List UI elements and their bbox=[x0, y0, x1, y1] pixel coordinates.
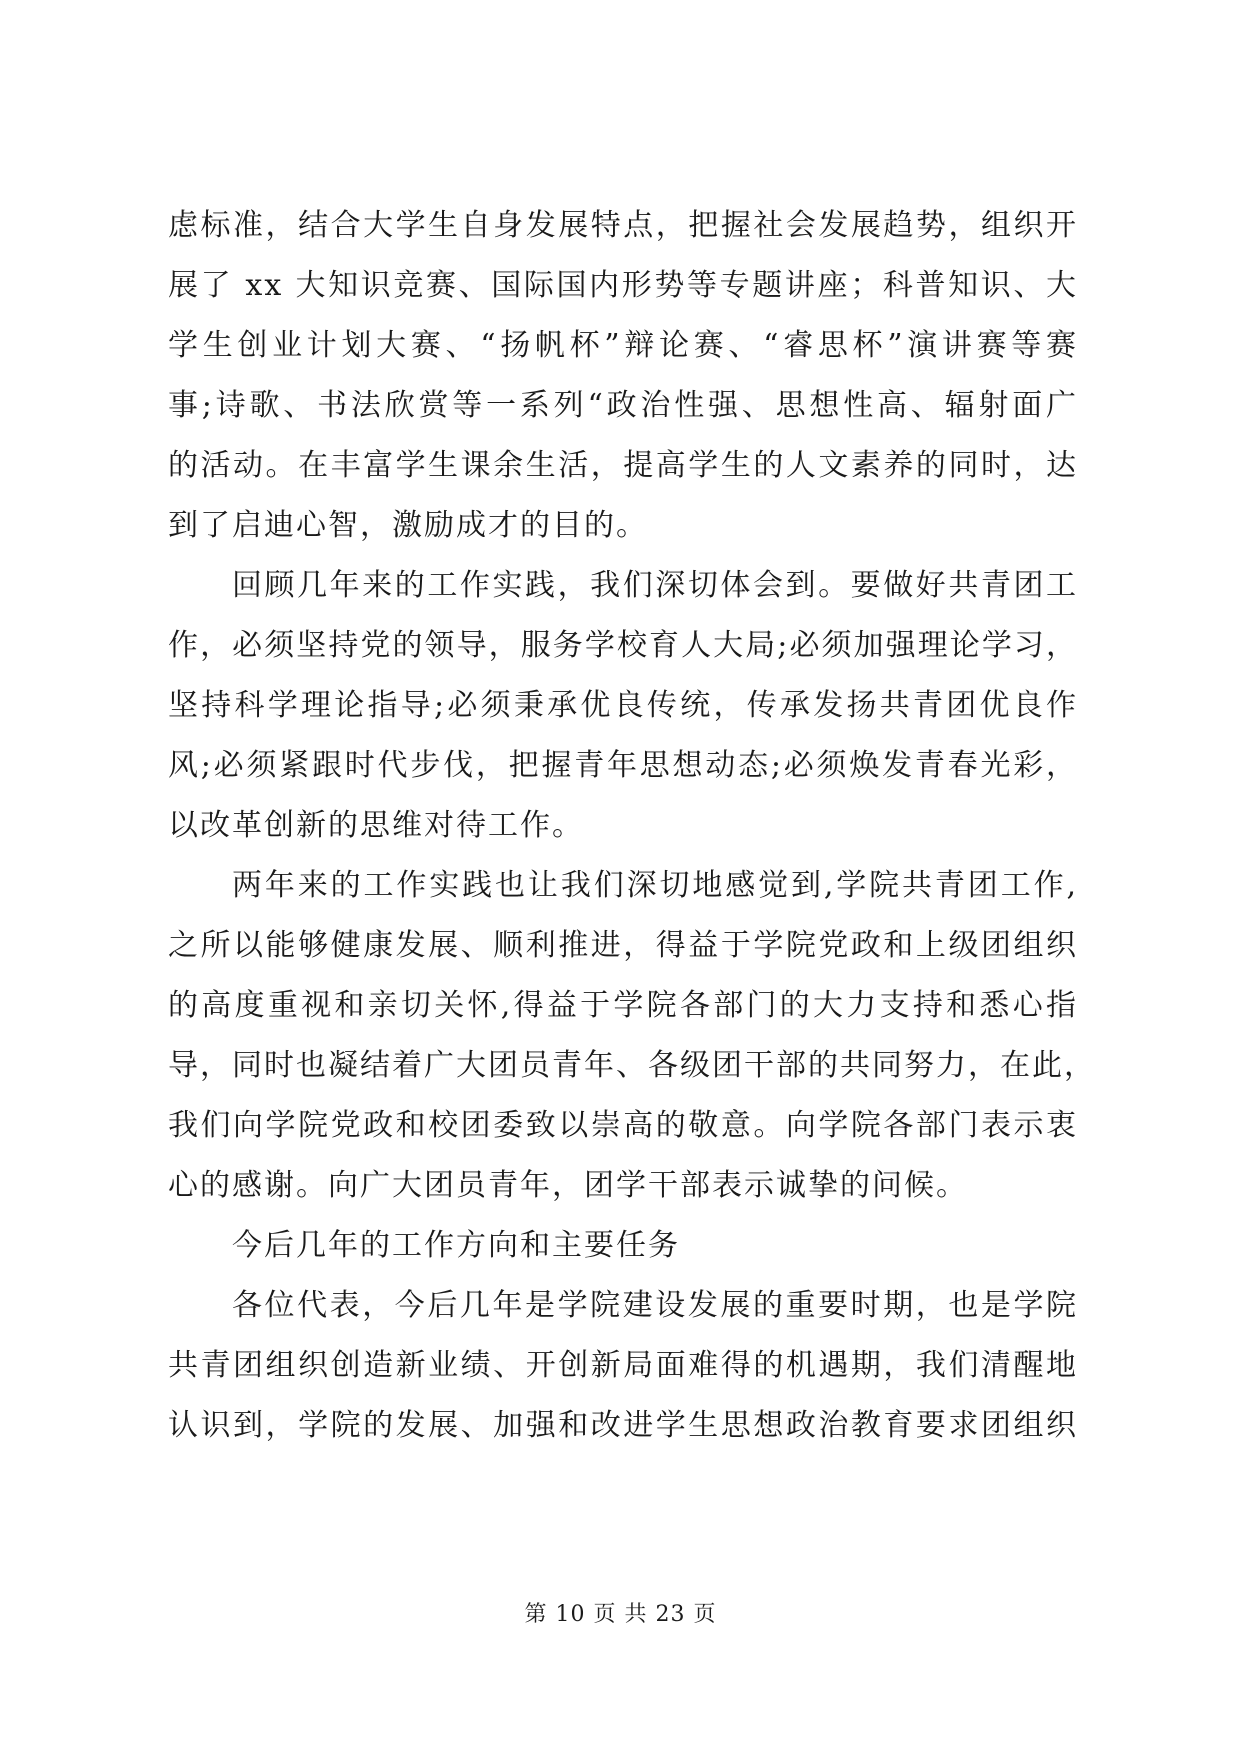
text-line: 导，同时也凝结着广大团员青年、各级团干部的共同努力，在此， bbox=[168, 1048, 1096, 1083]
text-line: 虑标准，结合大学生自身发展特点，把握社会发展趋势，组织开 bbox=[168, 208, 1078, 243]
text-line: 认识到，学院的发展、加强和改进学生思想政治教育要求团组织 bbox=[168, 1408, 1078, 1443]
text-line: 展了 xx 大知识竞赛、国际国内形势等专题讲座；科普知识、大 bbox=[168, 268, 1078, 303]
paragraph-first-line: 各位代表，今后几年是学院建设发展的重要时期，也是学院 bbox=[232, 1288, 1078, 1323]
text-line: 学生创业计划大赛、“扬帆杯”辩论赛、“睿思杯”演讲赛等赛 bbox=[168, 328, 1078, 363]
text-line: 坚持科学理论指导;必须秉承优良传统，传承发扬共青团优良作 bbox=[168, 688, 1078, 723]
text-line: 共青团组织创造新业绩、开创新局面难得的机遇期，我们清醒地 bbox=[168, 1348, 1078, 1383]
section-heading: 今后几年的工作方向和主要任务 bbox=[232, 1228, 680, 1263]
text-line: 作，必须坚持党的领导，服务学校育人大局;必须加强理论学习， bbox=[168, 628, 1078, 663]
text-line: 以改革创新的思维对待工作。 bbox=[168, 808, 584, 843]
paragraph-first-line: 回顾几年来的工作实践，我们深切体会到。要做好共青团工 bbox=[232, 568, 1078, 603]
page-number-footer: 第 10 页 共 23 页 bbox=[524, 1602, 717, 1627]
text-line: 之所以能够健康发展、顺利推进，得益于学院党政和上级团组织 bbox=[168, 928, 1078, 963]
text-line: 我们向学院党政和校团委致以崇高的敬意。向学院各部门表示衷 bbox=[168, 1108, 1078, 1143]
text-line: 心的感谢。向广大团员青年，团学干部表示诚挚的问候。 bbox=[168, 1168, 968, 1203]
text-line: 的活动。在丰富学生课余生活，提高学生的人文素养的同时，达 bbox=[168, 448, 1078, 483]
text-line: 到了启迪心智，激励成才的目的。 bbox=[168, 508, 648, 543]
paragraph-first-line: 两年来的工作实践也让我们深切地感觉到,学院共青团工作, bbox=[232, 868, 1078, 903]
text-line: 的高度重视和亲切关怀,得益于学院各部门的大力支持和悉心指 bbox=[168, 988, 1078, 1023]
text-line: 事;诗歌、书法欣赏等一系列“政治性强、思想性高、辐射面广 bbox=[168, 388, 1078, 423]
text-line: 风;必须紧跟时代步伐，把握青年思想动态;必须焕发青春光彩， bbox=[168, 748, 1078, 783]
